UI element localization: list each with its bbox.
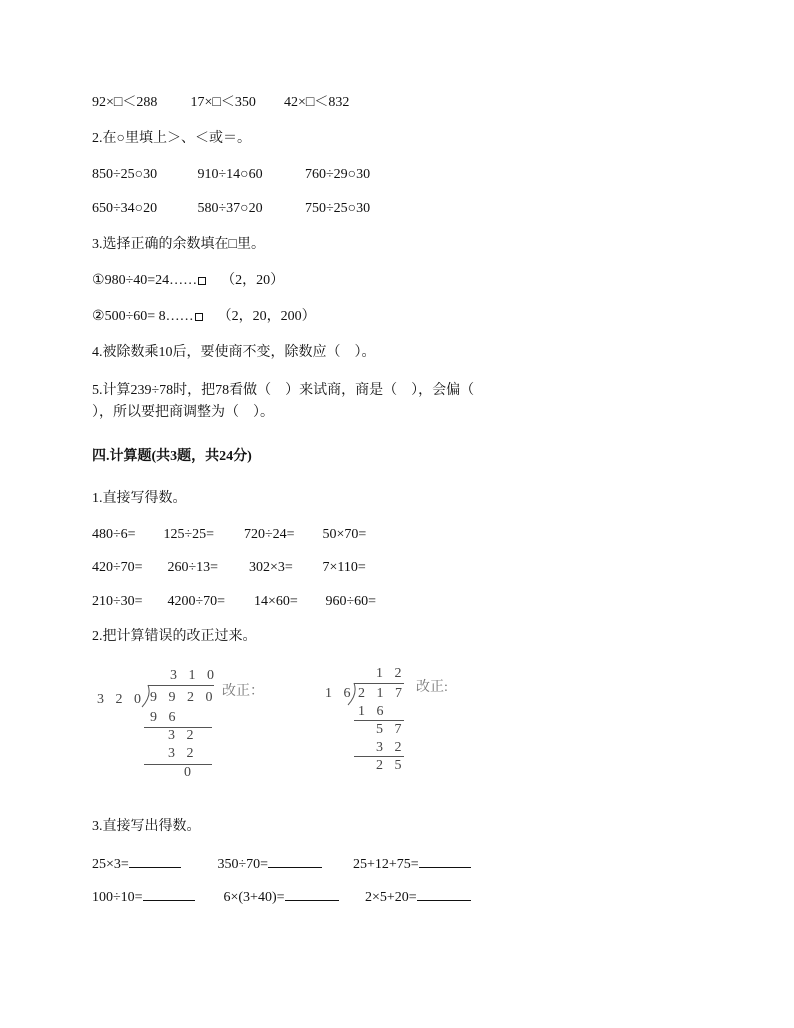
fill-expression: 25×3= [92,857,129,872]
compare-item: 760÷29○30 [305,167,371,182]
long-division-right [320,664,520,784]
fill-item [218,855,350,874]
compare-item: 750÷25○30 [305,201,371,216]
correction-label-right: 改正: [416,680,448,695]
calc-item: 260÷13= [167,560,219,575]
inequality-row [92,94,349,112]
step-left-1: 9 6 [150,710,180,725]
calc-item: 480÷6= [92,527,136,542]
remainder-right: 2 5 [376,758,406,773]
fill-expression: 6×(3+40)= [223,890,285,905]
fill-item [353,855,471,874]
step-left-3: 3 2 [168,746,198,761]
compare-item: 910÷14○60 [197,167,263,182]
remainder-expression-2: 500÷60= 8…… [104,309,194,324]
inequality-3: 42×□＜832 [284,95,350,110]
calc-1-title: 1.直接写得数。 [92,491,187,506]
section-heading: 四.计算题(共3题，共24分) [92,449,252,464]
calc-item: 210÷30= [92,594,143,609]
compare-item: 650÷34○20 [92,201,158,216]
remainder-item-1 [92,272,284,290]
remainder-expression-1: 980÷40=24…… [104,273,198,288]
calc-2-title: 2.把计算错误的改正过来。 [92,629,257,644]
fill-row-1 [92,855,471,874]
step-right-3: 3 2 [376,740,406,755]
compare-row-1 [92,166,370,184]
answer-blank[interactable] [285,888,339,901]
compare-item: 580÷37○20 [197,201,263,216]
step-line [354,756,404,757]
remainder-item-2 [92,308,316,326]
compare-item: 850÷25○30 [92,167,158,182]
calc-item: 4200÷70= [167,594,226,609]
calc-row-2 [92,559,366,577]
inequality-1: 92×□＜288 [92,95,158,110]
question-2-title: 2.在○里填上＞、＜或＝。 [92,131,251,146]
calc-item: 720÷24= [244,527,295,542]
division-bar [148,685,214,686]
inequality-2: 17×□＜350 [190,95,256,110]
fill-item [365,888,471,907]
divisor-left: 3 2 0 [97,692,145,707]
question-3-title: 3.选择正确的余数填在□里。 [92,237,265,252]
division-bar [354,683,404,684]
correction-label-left: 改正： [222,684,264,699]
long-division-left [92,666,292,786]
remainder-choices-1: （2，20） [221,273,285,288]
calc-item: 302×3= [249,560,293,575]
remainder-choices-2: （2，20，200） [217,309,316,324]
circled-two-marker: ② [92,309,105,324]
step-right-2: 5 7 [376,722,406,737]
fill-item [224,888,362,907]
remainder-left: 0 [184,765,195,780]
step-line [144,764,212,765]
answer-box[interactable] [198,277,206,285]
calc-row-1 [92,526,366,544]
calc-item: 7×110= [322,560,366,575]
compare-row-2 [92,200,370,218]
calc-row-3 [92,593,376,611]
fill-item [92,855,214,874]
step-right-1: 1 6 [358,704,388,719]
answer-blank[interactable] [143,888,195,901]
dividend-right: 2 1 7 [358,686,406,701]
calc-item: 960÷60= [325,594,377,609]
calc-item: 50×70= [322,527,367,542]
answer-blank[interactable] [419,855,471,868]
question-4-text: 4.被除数乘10后，要使商不变，除数应（ ）。 [92,345,376,360]
calc-3-title: 3.直接写出得数。 [92,819,201,834]
calc-item: 14×60= [254,594,298,609]
fill-expression: 350÷70= [217,857,269,872]
fill-row-2 [92,888,471,907]
step-line [354,720,404,721]
step-left-2: 3 2 [168,728,198,743]
answer-box[interactable] [195,313,203,321]
answer-blank[interactable] [129,855,181,868]
fill-expression: 25+12+75= [353,857,419,872]
question-5-line-1: 5.计算239÷78时，把78看做（ ）来试商，商是（ ），会偏（ [92,383,475,398]
quotient-left: 3 1 0 [170,668,218,683]
circled-one-marker: ① [92,273,105,288]
dividend-left: 9 9 2 0 [150,690,217,705]
calc-item: 420÷70= [92,560,143,575]
fill-expression: 2×5+20= [365,890,417,905]
fill-item [92,888,220,907]
divisor-right: 1 6 [325,686,355,701]
fill-expression: 100÷10= [92,890,143,905]
calc-item: 125÷25= [163,527,215,542]
answer-blank[interactable] [268,855,322,868]
quotient-right: 1 2 [376,666,406,681]
question-5-line-2: ），所以要把商调整为（ ）。 [92,405,274,420]
answer-blank[interactable] [417,888,471,901]
